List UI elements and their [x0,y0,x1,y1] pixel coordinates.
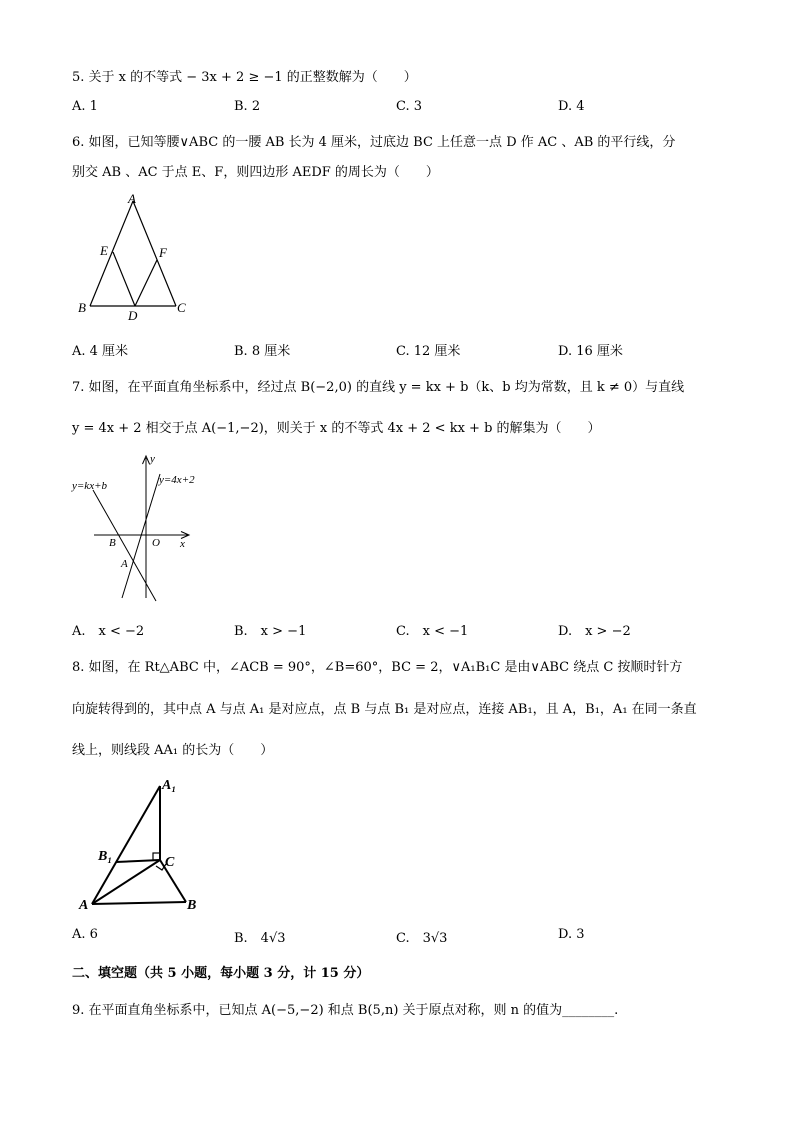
q6-triangle-figure [70,188,200,323]
q8-label-b: B [187,898,197,912]
q7-label-line1: y=kx+b [72,480,107,492]
q5-option-b: B. 2 [234,99,261,114]
q7-option-d: D. x > −2 [558,624,631,639]
q6-stem-line2: 别交 AB 、AC 于点 E、F，则四边形 AEDF 的周长为（ ） [72,165,439,180]
q5-option-c: C. 3 [396,99,423,114]
q8-stem-line2: 向旋转得到的，其中点 A 与点 A₁ 是对应点，点 B 与点 B₁ 是对应点，连接 AB₁，且 A，B₁，A₁ 在同一条直 [72,702,697,717]
q7-option-c: C. x < −1 [396,624,469,639]
q8-label-a: A [79,898,89,912]
q7-label-b: B [109,537,116,549]
q6-label-f: F [159,245,167,260]
q8-stem-line1: 8. 如图，在 Rt△ABC 中，∠ACB = 90°，∠B=60°，BC = 2，∨A₁B₁C 是由∨ABC 绕点 C 按顺时针方 [72,660,683,675]
q8-label-a1: A₁ [162,778,177,793]
q6-label-c: C [177,300,186,315]
q5-option-a: A. 1 [72,99,98,114]
q8-option-d: D. 3 [558,927,585,942]
q8-option-a: A. 6 [72,927,98,942]
q6-label-d: D [128,308,138,323]
q8-label-c: C [165,855,175,870]
q9-stem: 9. 在平面直角坐标系中，已知点 A(−5,−2) 和点 B(5,n) 关于原点对称，则 n 的值为________. [72,1003,619,1018]
q8-rotation-figure [76,772,206,912]
q7-option-b: B. x > −1 [234,624,307,639]
q8-label-b1: B₁ [98,849,113,864]
q7-stem-line2: y = 4x + 2 相交于点 A(−1,−2)，则关于 x 的不等式 4x + 2 < kx + b 的解集为（ ） [72,421,601,436]
q7-coordinate-figure [68,448,198,610]
q6-label-e: E [100,243,108,258]
q7-label-line2: y=4x+2 [159,474,195,486]
q6-option-d: D. 16 厘米 [558,344,623,359]
q7-label-x-axis: x [180,538,185,550]
q6-option-a: A. 4 厘米 [72,344,129,359]
q6-option-b: B. 8 厘米 [234,344,291,359]
section-2-title: 二、填空题（共 5 小题，每小题 3 分，计 15 分） [72,966,370,981]
q6-option-c: C. 12 厘米 [396,344,461,359]
q6-label-a: A [128,191,136,206]
q7-label-a: A [121,558,128,570]
q7-label-origin: O [152,537,160,549]
q8-option-c: C. 3√3 [396,931,448,946]
q5-option-d: D. 4 [558,99,585,114]
q7-stem-line1: 7. 如图，在平面直角坐标系中，经过点 B(−2,0) 的直线 y = kx + b（k、b 均为常数，且 k ≠ 0）与直线 [72,380,685,395]
q6-label-b: B [78,300,86,315]
q7-option-a: A. x < −2 [72,624,145,639]
q8-option-b: B. 4√3 [234,931,286,946]
q8-stem-line3: 线上，则线段 AA₁ 的长为（ ） [72,743,274,758]
q5-stem: 5. 关于 x 的不等式 − 3x + 2 ≥ −1 的正整数解为（ ） [72,70,417,85]
q6-stem-line1: 6. 如图，已知等腰∨ABC 的一腰 AB 长为 4 厘米，过底边 BC 上任意一点 D 作 AC 、AB 的平行线，分 [72,135,676,150]
q7-label-y-axis: y [150,453,155,465]
